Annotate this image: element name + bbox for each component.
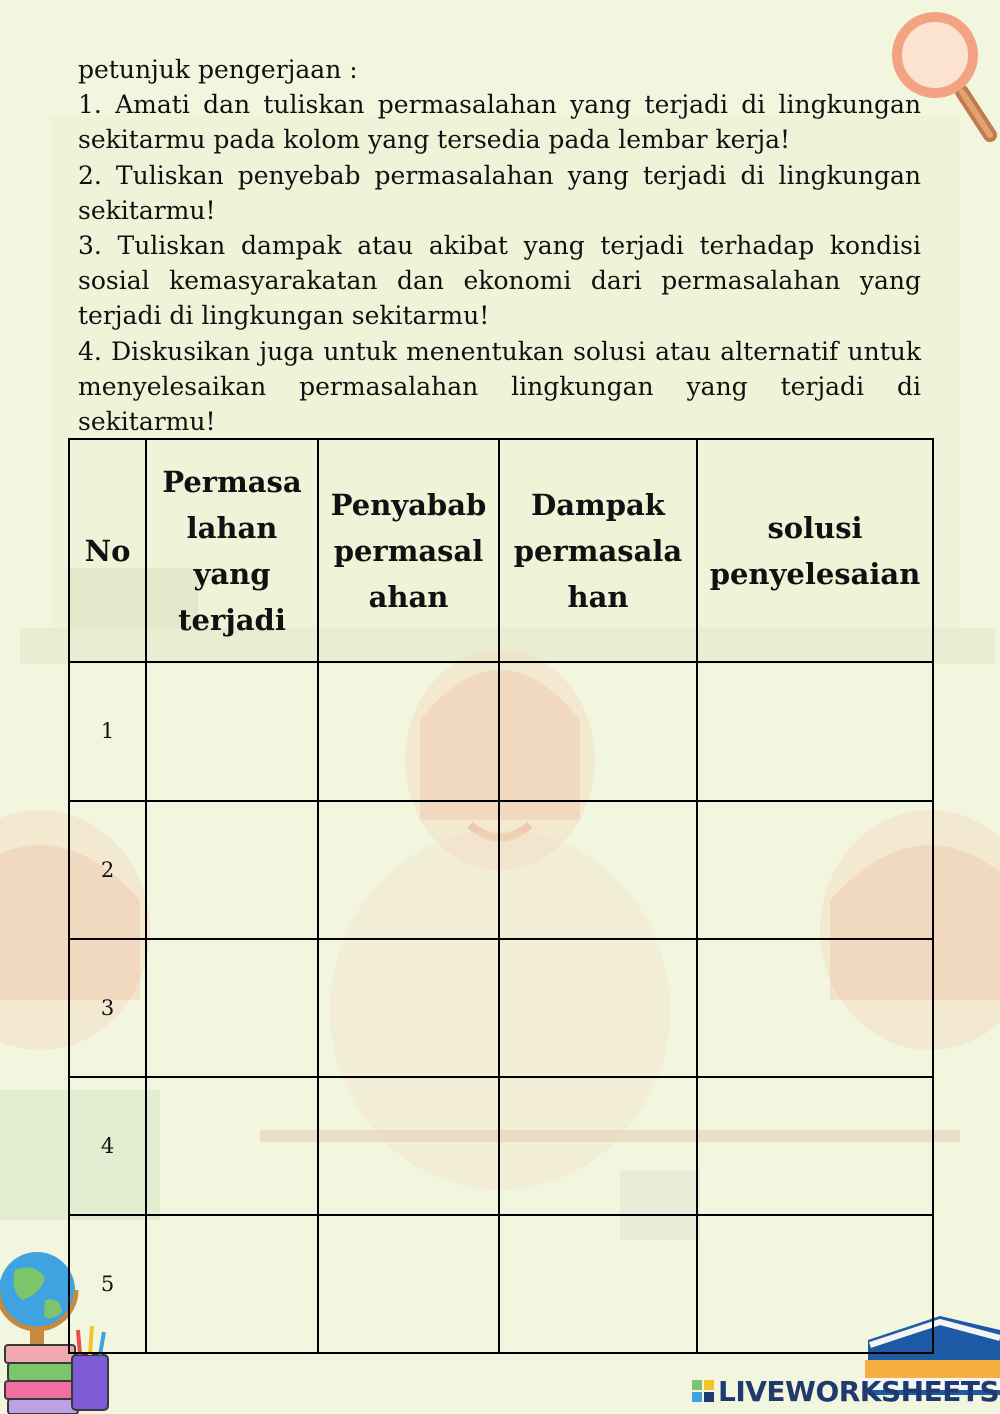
row-number: 3	[69, 939, 146, 1077]
solution-answer-field[interactable]	[697, 1077, 933, 1215]
impact-answer-field[interactable]	[499, 801, 697, 939]
solution-answer-field[interactable]	[697, 1215, 933, 1353]
header-no: No	[69, 439, 146, 662]
instruction-step: 4. Diskusikan juga untuk menentukan solusi atau alternatif untuk menyelesaikan permasalahan lingkungan yang terjadi di sekitarmu!	[78, 336, 921, 437]
impact-answer-field[interactable]	[499, 1215, 697, 1353]
brand-name: LIVEWORKSHEETS	[718, 1374, 1000, 1408]
liveworksheets-logo-icon	[692, 1380, 714, 1402]
worksheet-table	[68, 438, 934, 1354]
instruction-step: 1. Amati dan tuliskan permasalahan yang terjadi di lingkungan sekitarmu pada kolom yang tersedia pada lembar kerja!	[78, 90, 921, 155]
solution-answer-field[interactable]	[697, 801, 933, 939]
impact-answer-field[interactable]	[499, 662, 697, 800]
header-solution: solusi penyelesaian	[697, 439, 933, 662]
table-row	[69, 801, 933, 939]
instructions	[78, 52, 921, 439]
cause-answer-field[interactable]	[318, 662, 499, 800]
table-row	[69, 939, 933, 1077]
table-header-row	[69, 439, 933, 662]
header-problem: Permasa lahan yang terjadi	[146, 439, 318, 662]
problem-answer-field[interactable]	[146, 939, 318, 1077]
header-impact: Dampak permasala han	[499, 439, 697, 662]
globe-icon	[0, 1252, 76, 1344]
row-number: 5	[69, 1215, 146, 1353]
problem-answer-field[interactable]	[146, 662, 318, 800]
instructions-heading: petunjuk pengerjaan :	[78, 55, 358, 84]
table-row	[69, 1215, 933, 1353]
row-number: 1	[69, 662, 146, 800]
impact-answer-field[interactable]	[499, 1077, 697, 1215]
cause-answer-field[interactable]	[318, 939, 499, 1077]
header-cause: Penyabab permasal ahan	[318, 439, 499, 662]
cause-answer-field[interactable]	[318, 1077, 499, 1215]
table-row	[69, 662, 933, 800]
liveworksheets-logo	[692, 1374, 999, 1408]
impact-answer-field[interactable]	[499, 939, 697, 1077]
solution-answer-field[interactable]	[697, 662, 933, 800]
problem-answer-field[interactable]	[146, 1077, 318, 1215]
instruction-step: 3. Tuliskan dampak atau akibat yang terjadi terhadap kondisi sosial kemasyarakatan dan ekonomi dari permasalahan yang terjadi di lingkungan sekitarmu!	[78, 231, 921, 331]
cause-answer-field[interactable]	[318, 1215, 499, 1353]
cause-answer-field[interactable]	[318, 801, 499, 939]
problem-answer-field[interactable]	[146, 1215, 318, 1353]
instruction-step: 2. Tuliskan penyebab permasalahan yang terjadi di lingkungan sekitarmu!	[78, 160, 921, 225]
table-row	[69, 1077, 933, 1215]
solution-answer-field[interactable]	[697, 939, 933, 1077]
problem-answer-field[interactable]	[146, 801, 318, 939]
row-number: 4	[69, 1077, 146, 1215]
row-number: 2	[69, 801, 146, 939]
